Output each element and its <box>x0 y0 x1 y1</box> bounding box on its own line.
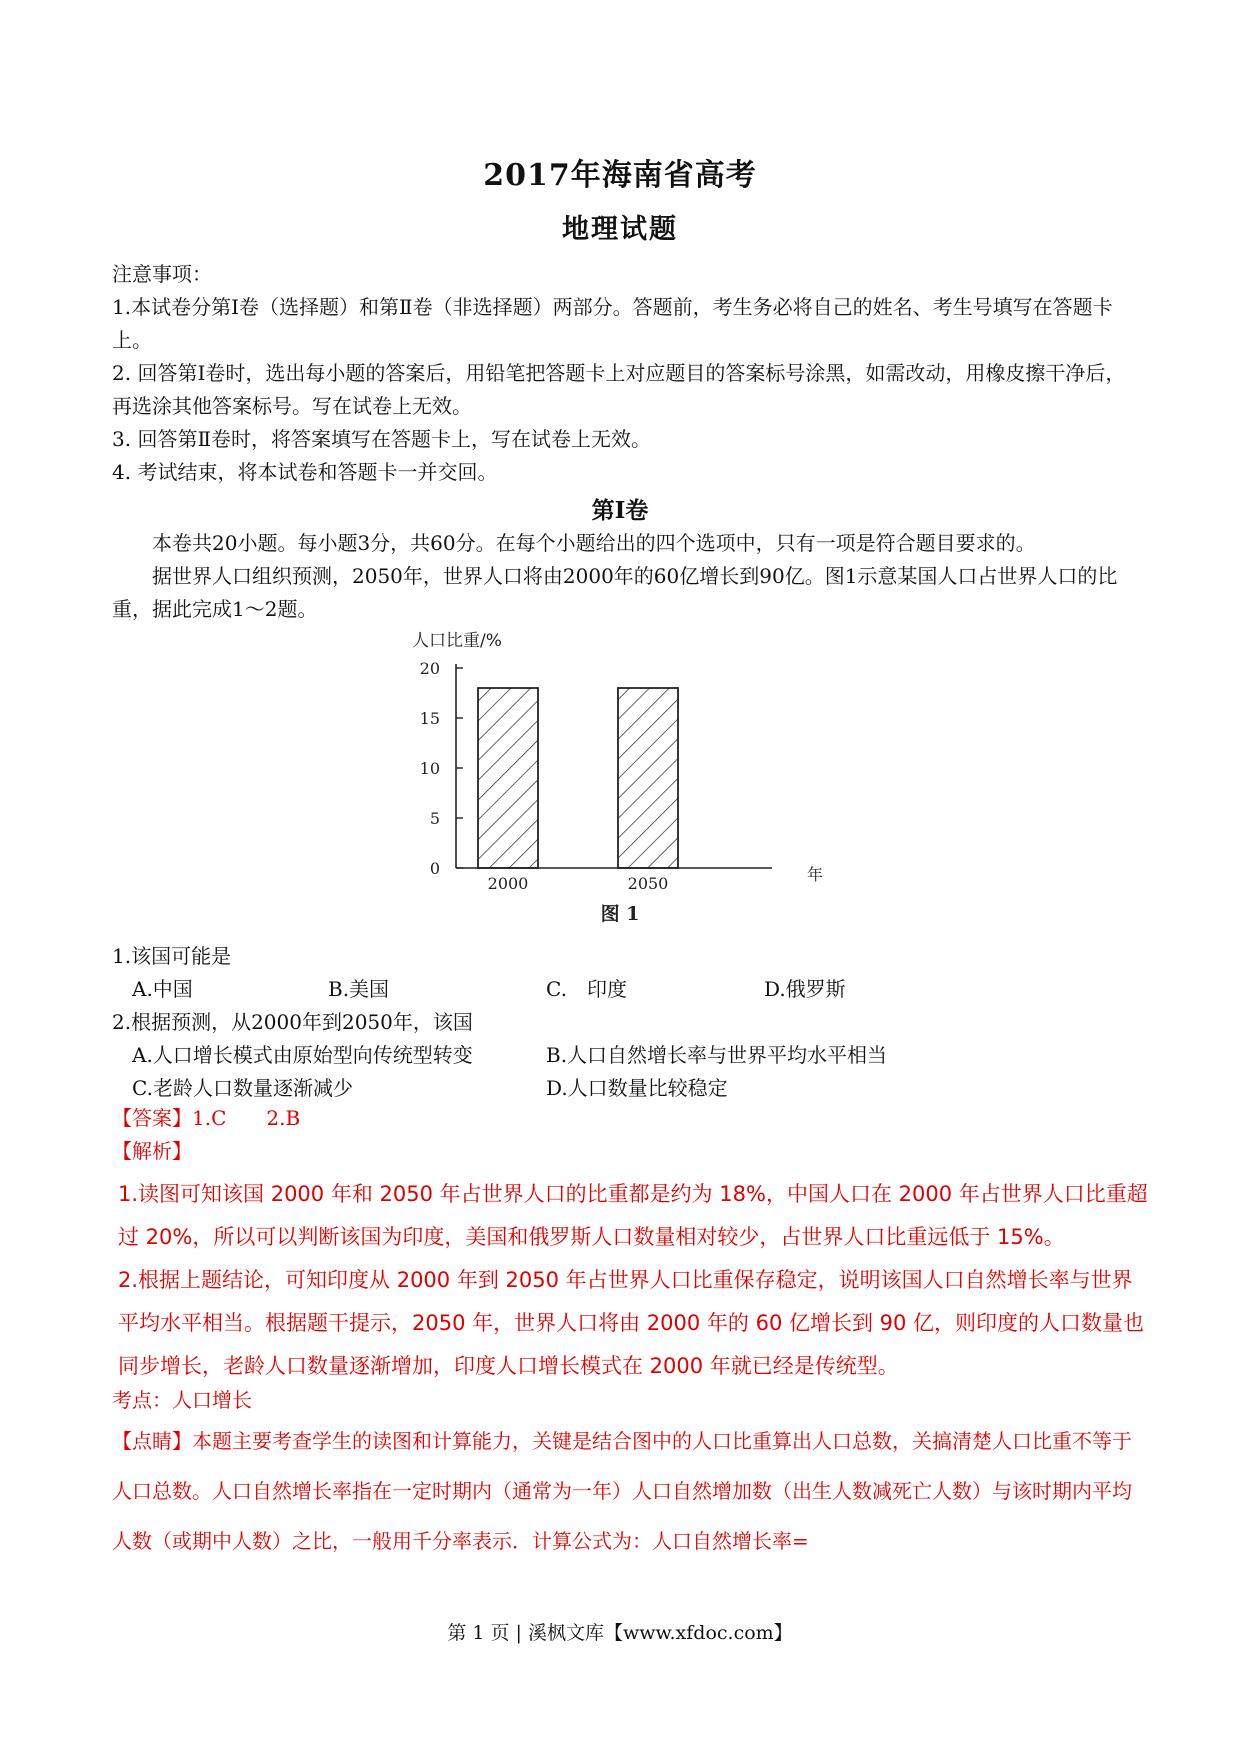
chart-caption: 图 1 <box>600 903 640 925</box>
notes-item: 2. 回答第Ⅰ卷时，选出每小题的答案后，用铅笔把答题卡上对应题目的答案标号涂黑，如需改动，用橡皮擦干净后，再选涂其他答案标号。写在试卷上无效。 <box>112 361 1126 418</box>
page-title: 2017年海南省高考 <box>483 158 757 193</box>
analysis-paragraph: 1.读图可知该国 2000 年和 2050 年占世界人口的比重都是约为 18%，中国人口在 2000 年占世界人口比重超过 20%，所以可以判断该国为印度，美国和俄罗斯人口数量相对较少，占世界人口比重远低于 15%。 <box>118 1182 1148 1249</box>
notes-heading: 注意事项： <box>112 262 212 286</box>
intro-paragraph: 据世界人口组织预测，2050年，世界人口将由2000年的60亿增长到90亿。图1示意某国人口占世界人口的比重，据此完成1～2题。 <box>112 564 1118 621</box>
answer-label: 【答案】 <box>112 1106 192 1130</box>
intro-section <box>112 527 1140 626</box>
question-stem: 2.根据预测，从2000年到2050年，该国 <box>112 1010 473 1034</box>
analysis-label: 【解析】 <box>112 1139 192 1163</box>
analysis-paragraph: 2.根据上题结论，可知印度从 2000 年到 2050 年占世界人口比重保存稳定，说明该国人口自然增长率与世界平均水平相当。根据题干提示，2050 年，世界人口将由 2000 年的 60 亿增长到 90 亿，则印度的人口数量也同步增长，老龄人口数量逐渐增加，印度人口增长模式在 2000 年就已经是传统型。 <box>118 1268 1145 1378</box>
dianjing-paragraph <box>112 1416 1140 1566</box>
page-footer: 第 1 页 | 溪枫文库【www.xfdoc.com】 <box>447 1622 793 1644</box>
dianjing-text: 本题主要考查学生的读图和计算能力，关键是结合图中的人口比重算出人口总数，关搞清楚人口比重不等于人口总数。人口自然增长率指在一定时期内（通常为一年）人口自然增加数（出生人数减死亡人数）与该时期内平均人数（或期中人数）之比，一般用千分率表示．计算公式为：人口自然增长率= <box>112 1429 1132 1553</box>
volume-title: 第Ⅰ卷 <box>591 497 649 524</box>
notes-item: 1.本试卷分第Ⅰ卷（选择题）和第Ⅱ卷（非选择题）两部分。答题前，考生务必将自己的姓名、考生号填写在答题卡上。 <box>112 295 1113 352</box>
chart-bar <box>618 688 678 868</box>
chart-x-tick-label: 2000 <box>487 874 529 893</box>
notes-item: 4. 考试结束，将本试卷和答题卡一并交回。 <box>112 460 498 484</box>
chart-y-tick-label: 15 <box>419 709 440 728</box>
option-d: D.人口数量比较稳定 <box>546 1076 728 1100</box>
chart-y-tick-label: 10 <box>419 759 440 778</box>
option-b: B.美国 <box>328 977 390 1001</box>
question-options <box>112 973 1140 1006</box>
option-b: B.人口自然增长率与世界平均水平相当 <box>546 1043 888 1067</box>
dianjing-section <box>112 1416 1140 1566</box>
option-a: A.人口增长模式由原始型向传统型转变 <box>132 1043 473 1067</box>
analysis-section <box>118 1173 1148 1388</box>
answer-line <box>112 1102 1140 1135</box>
answer-text: 1.C 2.B <box>192 1106 301 1130</box>
kaodian-text: 考点：人口增长 <box>112 1388 252 1412</box>
intro-paragraph: 本卷共20小题。每小题3分，共60分。在每个小题给出的四个选项中，只有一项是符合题目要求的。 <box>152 531 1036 555</box>
chart-ylabel: 人口比重/% <box>412 631 502 651</box>
chart-y-tick-label: 20 <box>419 659 440 678</box>
chart-xlabel: 年 <box>807 865 824 884</box>
question-stem: 1.该国可能是 <box>112 944 232 968</box>
chart-y-tick-label: 0 <box>429 859 440 878</box>
bar-chart-svg <box>412 628 832 928</box>
question-options <box>112 1072 1140 1105</box>
question-options <box>112 1039 1140 1072</box>
option-c: C. 印度 <box>546 977 627 1001</box>
answer-section <box>112 1102 1140 1168</box>
option-d: D.俄罗斯 <box>764 977 846 1001</box>
figure-1-chart <box>412 628 832 928</box>
kaodian-section <box>112 1384 1140 1417</box>
notes-section <box>112 258 1140 489</box>
questions-section <box>112 940 1140 1105</box>
page-subtitle: 地理试题 <box>562 214 678 245</box>
chart-bar <box>478 688 538 868</box>
option-a: A.中国 <box>132 977 193 1001</box>
chart-x-tick-label: 2050 <box>627 874 669 893</box>
option-c: C.老龄人口数量逐渐减少 <box>132 1076 353 1100</box>
dianjing-label: 【点睛】 <box>112 1429 192 1453</box>
notes-item: 3. 回答第Ⅱ卷时，将答案填写在答题卡上，写在试卷上无效。 <box>112 427 652 451</box>
chart-y-tick-label: 5 <box>429 809 440 828</box>
